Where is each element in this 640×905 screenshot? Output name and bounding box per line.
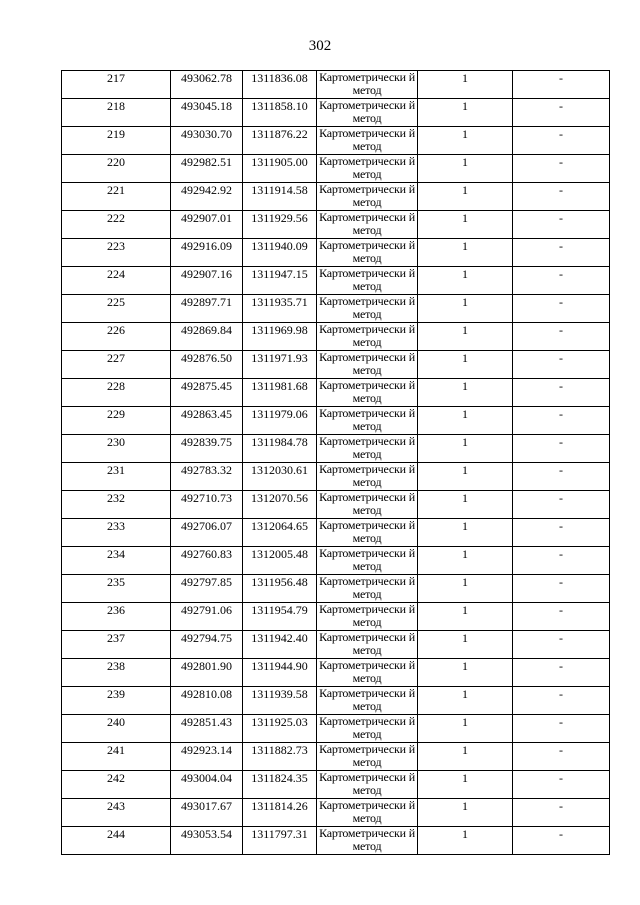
method-cell: Картометрически й метод — [317, 491, 418, 519]
coordinates-table — [61, 70, 610, 855]
method-cell: Картометрически й метод — [317, 687, 418, 715]
x-coordinate-cell: 492791.06 — [171, 603, 243, 631]
y-coordinate-cell: 1311914.58 — [243, 183, 317, 211]
y-coordinate-cell: 1311969.98 — [243, 323, 317, 351]
note-cell: - — [513, 183, 610, 211]
method-cell: Картометрически й метод — [317, 575, 418, 603]
point-number-cell: 244 — [62, 827, 171, 855]
note-cell: - — [513, 407, 610, 435]
accuracy-cell: 1 — [418, 743, 513, 771]
point-number-cell: 220 — [62, 155, 171, 183]
accuracy-cell: 1 — [418, 715, 513, 743]
note-cell: - — [513, 155, 610, 183]
method-cell: Картометрически й метод — [317, 211, 418, 239]
x-coordinate-cell: 492907.16 — [171, 267, 243, 295]
note-cell: - — [513, 491, 610, 519]
note-cell: - — [513, 799, 610, 827]
note-cell: - — [513, 631, 610, 659]
point-number-cell: 235 — [62, 575, 171, 603]
x-coordinate-cell: 492907.01 — [171, 211, 243, 239]
y-coordinate-cell: 1311981.68 — [243, 379, 317, 407]
method-cell: Картометрически й метод — [317, 715, 418, 743]
x-coordinate-cell: 492810.08 — [171, 687, 243, 715]
point-number-cell: 240 — [62, 715, 171, 743]
y-coordinate-cell: 1312005.48 — [243, 547, 317, 575]
y-coordinate-cell: 1312070.56 — [243, 491, 317, 519]
point-number-cell: 228 — [62, 379, 171, 407]
note-cell: - — [513, 659, 610, 687]
note-cell: - — [513, 463, 610, 491]
x-coordinate-cell: 492801.90 — [171, 659, 243, 687]
point-number-cell: 217 — [62, 71, 171, 99]
method-cell: Картометрически й метод — [317, 71, 418, 99]
table-row — [62, 799, 610, 827]
y-coordinate-cell: 1311979.06 — [243, 407, 317, 435]
y-coordinate-cell: 1311836.08 — [243, 71, 317, 99]
method-cell: Картометрически й метод — [317, 295, 418, 323]
page-number: 302 — [308, 38, 332, 54]
point-number-cell: 225 — [62, 295, 171, 323]
table-row — [62, 715, 610, 743]
accuracy-cell: 1 — [418, 323, 513, 351]
point-number-cell: 239 — [62, 687, 171, 715]
accuracy-cell: 1 — [418, 351, 513, 379]
table-row — [62, 435, 610, 463]
note-cell: - — [513, 295, 610, 323]
note-cell: - — [513, 351, 610, 379]
table-row — [62, 295, 610, 323]
point-number-cell: 224 — [62, 267, 171, 295]
y-coordinate-cell: 1311956.48 — [243, 575, 317, 603]
point-number-cell: 219 — [62, 127, 171, 155]
y-coordinate-cell: 1312064.65 — [243, 519, 317, 547]
y-coordinate-cell: 1311858.10 — [243, 99, 317, 127]
method-cell: Картометрически й метод — [317, 183, 418, 211]
accuracy-cell: 1 — [418, 267, 513, 295]
note-cell: - — [513, 379, 610, 407]
y-coordinate-cell: 1311929.56 — [243, 211, 317, 239]
point-number-cell: 221 — [62, 183, 171, 211]
method-cell: Картометрически й метод — [317, 603, 418, 631]
note-cell: - — [513, 435, 610, 463]
x-coordinate-cell: 493062.78 — [171, 71, 243, 99]
table-row — [62, 659, 610, 687]
x-coordinate-cell: 492710.73 — [171, 491, 243, 519]
y-coordinate-cell: 1311971.93 — [243, 351, 317, 379]
note-cell: - — [513, 603, 610, 631]
point-number-cell: 231 — [62, 463, 171, 491]
y-coordinate-cell: 1311940.09 — [243, 239, 317, 267]
x-coordinate-cell: 492916.09 — [171, 239, 243, 267]
table-row — [62, 323, 610, 351]
note-cell: - — [513, 715, 610, 743]
accuracy-cell: 1 — [418, 463, 513, 491]
note-cell: - — [513, 71, 610, 99]
x-coordinate-cell: 492706.07 — [171, 519, 243, 547]
y-coordinate-cell: 1311939.58 — [243, 687, 317, 715]
method-cell: Картометрически й метод — [317, 547, 418, 575]
table-row — [62, 155, 610, 183]
note-cell: - — [513, 575, 610, 603]
method-cell: Картометрически й метод — [317, 463, 418, 491]
method-cell: Картометрически й метод — [317, 99, 418, 127]
accuracy-cell: 1 — [418, 827, 513, 855]
accuracy-cell: 1 — [418, 771, 513, 799]
y-coordinate-cell: 1311984.78 — [243, 435, 317, 463]
y-coordinate-cell: 1312030.61 — [243, 463, 317, 491]
accuracy-cell: 1 — [418, 407, 513, 435]
method-cell: Картометрически й метод — [317, 127, 418, 155]
x-coordinate-cell: 492897.71 — [171, 295, 243, 323]
table-row — [62, 687, 610, 715]
x-coordinate-cell: 492760.83 — [171, 547, 243, 575]
y-coordinate-cell: 1311925.03 — [243, 715, 317, 743]
x-coordinate-cell: 492794.75 — [171, 631, 243, 659]
note-cell: - — [513, 771, 610, 799]
x-coordinate-cell: 492783.32 — [171, 463, 243, 491]
point-number-cell: 233 — [62, 519, 171, 547]
y-coordinate-cell: 1311882.73 — [243, 743, 317, 771]
x-coordinate-cell: 492839.75 — [171, 435, 243, 463]
note-cell: - — [513, 547, 610, 575]
x-coordinate-cell: 492982.51 — [171, 155, 243, 183]
x-coordinate-cell: 493053.54 — [171, 827, 243, 855]
accuracy-cell: 1 — [418, 71, 513, 99]
point-number-cell: 232 — [62, 491, 171, 519]
accuracy-cell: 1 — [418, 491, 513, 519]
point-number-cell: 223 — [62, 239, 171, 267]
point-number-cell: 229 — [62, 407, 171, 435]
point-number-cell: 243 — [62, 799, 171, 827]
table-row — [62, 519, 610, 547]
table-row — [62, 71, 610, 99]
x-coordinate-cell: 492863.45 — [171, 407, 243, 435]
note-cell: - — [513, 827, 610, 855]
accuracy-cell: 1 — [418, 547, 513, 575]
y-coordinate-cell: 1311944.90 — [243, 659, 317, 687]
accuracy-cell: 1 — [418, 99, 513, 127]
accuracy-cell: 1 — [418, 295, 513, 323]
table-row — [62, 407, 610, 435]
x-coordinate-cell: 493004.04 — [171, 771, 243, 799]
point-number-cell: 241 — [62, 743, 171, 771]
method-cell: Картометрически й метод — [317, 827, 418, 855]
table-row — [62, 743, 610, 771]
point-number-cell: 242 — [62, 771, 171, 799]
table-row — [62, 771, 610, 799]
x-coordinate-cell: 493030.70 — [171, 127, 243, 155]
note-cell: - — [513, 127, 610, 155]
note-cell: - — [513, 743, 610, 771]
accuracy-cell: 1 — [418, 687, 513, 715]
accuracy-cell: 1 — [418, 239, 513, 267]
method-cell: Картометрически й метод — [317, 743, 418, 771]
accuracy-cell: 1 — [418, 379, 513, 407]
note-cell: - — [513, 239, 610, 267]
point-number-cell: 238 — [62, 659, 171, 687]
x-coordinate-cell: 492869.84 — [171, 323, 243, 351]
method-cell: Картометрически й метод — [317, 267, 418, 295]
method-cell: Картометрически й метод — [317, 519, 418, 547]
accuracy-cell: 1 — [418, 435, 513, 463]
table-row — [62, 491, 610, 519]
accuracy-cell: 1 — [418, 659, 513, 687]
y-coordinate-cell: 1311942.40 — [243, 631, 317, 659]
note-cell: - — [513, 323, 610, 351]
method-cell: Картометрически й метод — [317, 435, 418, 463]
point-number-cell: 226 — [62, 323, 171, 351]
table-row — [62, 827, 610, 855]
point-number-cell: 234 — [62, 547, 171, 575]
point-number-cell: 237 — [62, 631, 171, 659]
method-cell: Картометрически й метод — [317, 379, 418, 407]
x-coordinate-cell: 492876.50 — [171, 351, 243, 379]
accuracy-cell: 1 — [418, 183, 513, 211]
accuracy-cell: 1 — [418, 519, 513, 547]
note-cell: - — [513, 519, 610, 547]
method-cell: Картометрически й метод — [317, 631, 418, 659]
table-row — [62, 547, 610, 575]
x-coordinate-cell: 492875.45 — [171, 379, 243, 407]
method-cell: Картометрически й метод — [317, 659, 418, 687]
table-row — [62, 631, 610, 659]
point-number-cell: 230 — [62, 435, 171, 463]
accuracy-cell: 1 — [418, 603, 513, 631]
x-coordinate-cell: 492851.43 — [171, 715, 243, 743]
accuracy-cell: 1 — [418, 127, 513, 155]
accuracy-cell: 1 — [418, 799, 513, 827]
table-row — [62, 127, 610, 155]
table-row — [62, 239, 610, 267]
y-coordinate-cell: 1311814.26 — [243, 799, 317, 827]
table-row — [62, 603, 610, 631]
y-coordinate-cell: 1311905.00 — [243, 155, 317, 183]
table-row — [62, 267, 610, 295]
point-number-cell: 236 — [62, 603, 171, 631]
point-number-cell: 227 — [62, 351, 171, 379]
table-row — [62, 575, 610, 603]
point-number-cell: 218 — [62, 99, 171, 127]
note-cell: - — [513, 687, 610, 715]
y-coordinate-cell: 1311824.35 — [243, 771, 317, 799]
x-coordinate-cell: 492797.85 — [171, 575, 243, 603]
table-row — [62, 183, 610, 211]
method-cell: Картометрически й метод — [317, 407, 418, 435]
accuracy-cell: 1 — [418, 575, 513, 603]
method-cell: Картометрически й метод — [317, 239, 418, 267]
y-coordinate-cell: 1311954.79 — [243, 603, 317, 631]
accuracy-cell: 1 — [418, 631, 513, 659]
y-coordinate-cell: 1311876.22 — [243, 127, 317, 155]
accuracy-cell: 1 — [418, 155, 513, 183]
method-cell: Картометрически й метод — [317, 771, 418, 799]
x-coordinate-cell: 492923.14 — [171, 743, 243, 771]
note-cell: - — [513, 211, 610, 239]
table-row — [62, 463, 610, 491]
method-cell: Картометрически й метод — [317, 351, 418, 379]
x-coordinate-cell: 493017.67 — [171, 799, 243, 827]
table-row — [62, 211, 610, 239]
point-number-cell: 222 — [62, 211, 171, 239]
table-row — [62, 379, 610, 407]
table-row — [62, 351, 610, 379]
y-coordinate-cell: 1311935.71 — [243, 295, 317, 323]
y-coordinate-cell: 1311947.15 — [243, 267, 317, 295]
note-cell: - — [513, 267, 610, 295]
x-coordinate-cell: 493045.18 — [171, 99, 243, 127]
method-cell: Картометрически й метод — [317, 155, 418, 183]
method-cell: Картометрически й метод — [317, 323, 418, 351]
table-row — [62, 99, 610, 127]
y-coordinate-cell: 1311797.31 — [243, 827, 317, 855]
note-cell: - — [513, 99, 610, 127]
coordinates-table-body — [62, 71, 610, 855]
method-cell: Картометрически й метод — [317, 799, 418, 827]
x-coordinate-cell: 492942.92 — [171, 183, 243, 211]
accuracy-cell: 1 — [418, 211, 513, 239]
